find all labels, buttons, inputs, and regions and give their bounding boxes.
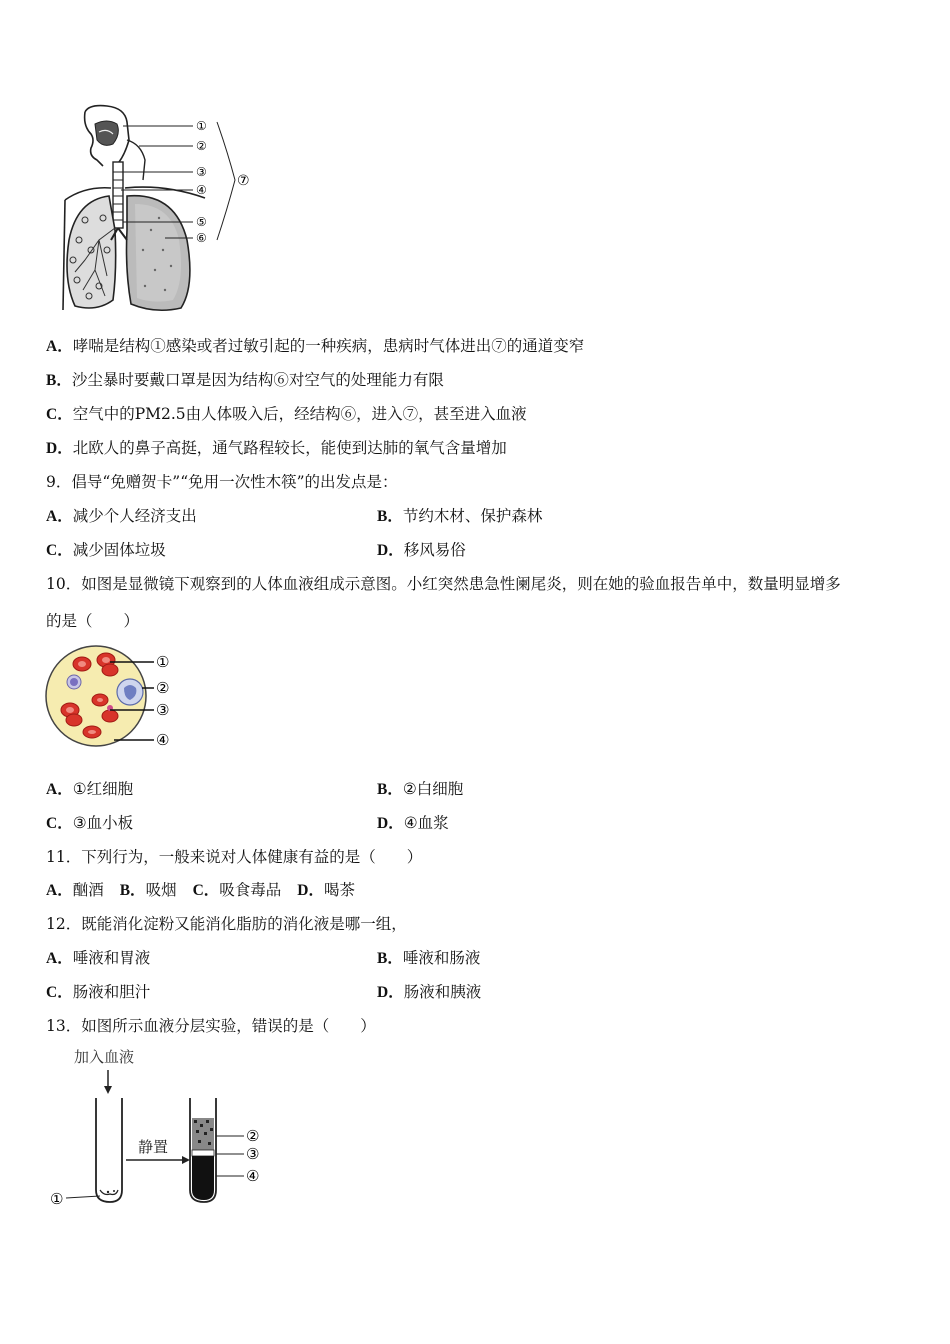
q10-option-c: C．③血小板 [46,814,134,832]
q10-stem-line1: 10．如图是显微镜下观察到的人体血液组成示意图。小红突然患急性阑尾炎，则在她的验血报告单中，数量明显增多 [46,575,841,593]
q10-stem-line2: 的是（ ） [46,612,140,630]
fig8-label-7: ⑦ [237,173,250,189]
fig10-label-4: ④ [156,731,170,749]
q8-option-d: D．北欧人的鼻子高挺，通气路程较长，能使到达肺的氧气含量增加 [46,439,507,457]
fig13-label-4: ④ [246,1167,260,1185]
q8-option-b: B．沙尘暴时要戴口罩是因为结构⑥对空气的处理能力有限 [46,371,444,389]
fig13-label-2: ② [246,1127,260,1145]
fig8-label-6: ⑥ [196,231,207,245]
q12-option-d: D．肠液和胰液 [377,983,482,1001]
q11-options: A．酗酒 B．吸烟 C．吸食毒品 D．喝茶 [46,881,356,899]
respiratory-system-figure [55,100,265,315]
q11-stem: 11．下列行为，一般来说对人体健康有益的是（ ） [46,848,423,866]
fig8-label-5: ⑤ [196,215,207,229]
fig10-label-2: ② [156,679,170,697]
q9-option-c: C．减少固体垃圾 [46,541,166,559]
q9-option-a: A．减少个人经济支出 [46,507,197,525]
fig8-label-3: ③ [196,165,207,179]
q12-stem: 12．既能消化淀粉又能消化脂肪的消化液是哪一组， [46,915,407,933]
q12-option-a: A．唾液和胃液 [46,949,151,967]
q9-option-d: D．移风易俗 [377,541,466,559]
blood-smear-diagram [44,640,184,752]
fig10-label-3: ③ [156,701,170,719]
fig8-label-4: ④ [196,183,207,197]
rest-label: 静置 [138,1138,169,1156]
respiratory-diagram [55,100,265,315]
fig8-label-2: ② [196,139,207,153]
blood-layering-diagram [40,1040,280,1215]
q9-stem: 9．倡导“免赠贺卡”“免用一次性木筷”的出发点是： [46,473,398,491]
q8-option-c: C．空气中的PM2.5由人体吸入后，经结构⑥，进入⑦，甚至进入血液 [46,405,527,423]
blood-smear-figure [44,640,184,752]
q10-option-b: B．②白细胞 [377,780,464,798]
blood-layering-figure [40,1040,280,1215]
q10-option-a: A．①红细胞 [46,780,134,798]
q9-option-b: B．节约木材、保护森林 [377,507,543,525]
fig13-label-1: ① [50,1190,64,1208]
q12-option-b: B．唾液和肠液 [377,949,481,967]
fig8-label-1: ① [196,119,207,133]
q8-option-a: A．哮喘是结构①感染或者过敏引起的一种疾病，患病时气体进出⑦的通道变窄 [46,337,585,355]
fig13-label-3: ③ [246,1145,260,1163]
q12-option-c: C．肠液和胆汁 [46,983,151,1001]
q10-option-d: D．④血浆 [377,814,449,832]
fig10-label-1: ① [156,653,170,671]
add-blood-label: 加入血液 [74,1048,135,1066]
q13-stem: 13．如图所示血液分层实验，错误的是（ ） [46,1017,376,1035]
